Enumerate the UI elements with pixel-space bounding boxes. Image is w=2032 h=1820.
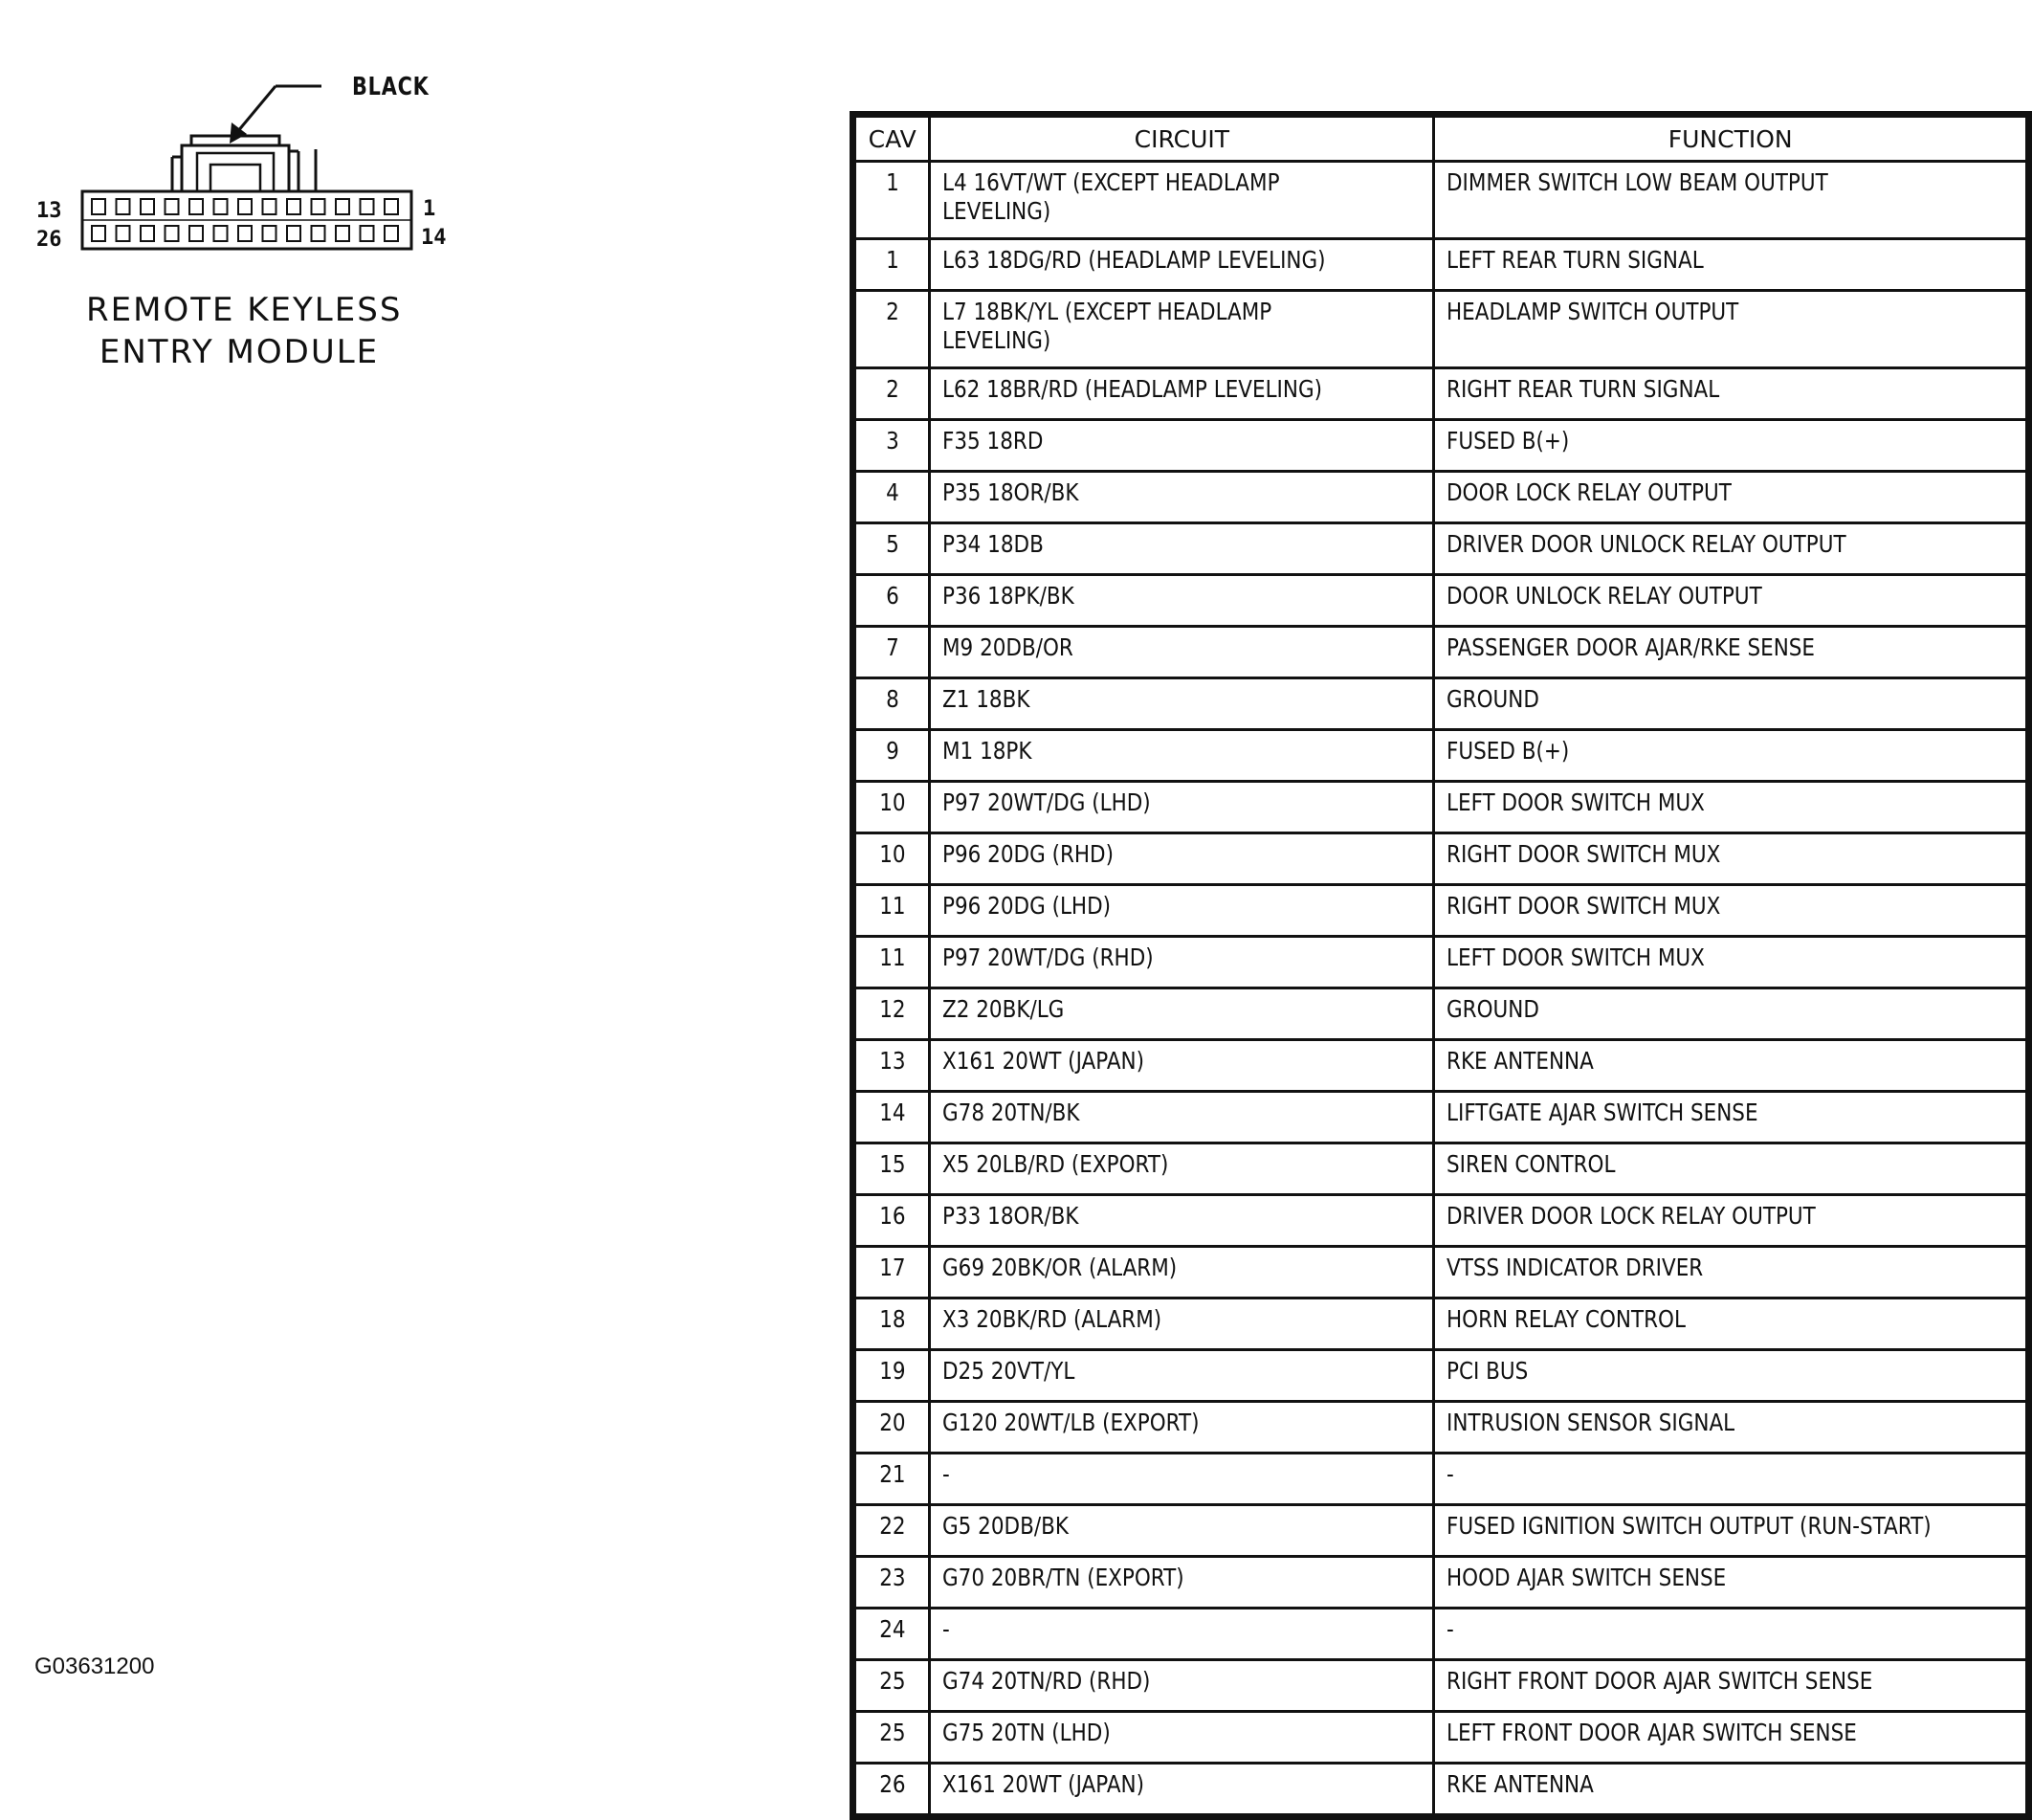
cell-function-text: RIGHT DOOR SWITCH MUX <box>1447 840 1721 868</box>
table-row <box>855 627 2027 678</box>
cell-cav <box>855 368 930 420</box>
cell-function <box>1434 1660 2027 1712</box>
cell-circuit-text: P97 20WT/DG (LHD) <box>942 788 1152 816</box>
cell-function-text: FUSED B(+) <box>1447 427 1570 455</box>
cell-circuit-text: L63 18DG/RD (HEADLAMP LEVELING) <box>942 246 1326 274</box>
cell-cav-text: 10 <box>878 840 906 868</box>
cell-circuit-text: P36 18PK/BK <box>942 582 1075 610</box>
table-row <box>855 162 2027 239</box>
cell-circuit <box>930 575 1434 627</box>
connector-pin-cavity <box>263 226 276 241</box>
cell-function-text: RIGHT DOOR SWITCH MUX <box>1447 892 1721 920</box>
connector-pin-cavity <box>287 199 300 214</box>
module-title <box>86 289 403 373</box>
cell-cav-text: 11 <box>878 892 906 920</box>
cell-circuit-text: X161 20WT (JAPAN) <box>942 1047 1145 1075</box>
cell-function-text: DOOR LOCK RELAY OUTPUT <box>1447 478 1733 506</box>
cell-cav-text: 17 <box>878 1254 906 1281</box>
cell-circuit-text: P96 20DG (RHD) <box>942 840 1115 868</box>
cell-circuit <box>930 291 1434 368</box>
cell-function-text: HEADLAMP SWITCH OUTPUT <box>1447 298 1739 325</box>
cell-function <box>1434 1143 2027 1195</box>
table-row <box>855 239 2027 291</box>
cell-function <box>1434 988 2027 1040</box>
cell-function-text: HORN RELAY CONTROL <box>1447 1305 1687 1333</box>
cell-function <box>1434 575 2027 627</box>
table-row <box>855 885 2027 937</box>
cell-circuit <box>930 1247 1434 1298</box>
connector-pin-cavity <box>385 199 398 214</box>
cell-function-text: GROUND <box>1447 995 1540 1023</box>
cell-circuit-text: L62 18BR/RD (HEADLAMP LEVELING) <box>942 375 1323 403</box>
cell-cav-text: 26 <box>878 1770 906 1798</box>
cell-cav-text: 7 <box>885 633 899 661</box>
connector-pin-cavity <box>117 226 130 241</box>
table-row <box>855 1764 2027 1815</box>
cell-function <box>1434 1557 2027 1609</box>
cell-function-text: VTSS INDICATOR DRIVER <box>1447 1254 1704 1281</box>
module-title-line2: ENTRY MODULE <box>99 333 380 371</box>
cell-circuit <box>930 988 1434 1040</box>
cell-circuit <box>930 1660 1434 1712</box>
cell-cav <box>855 575 930 627</box>
header-circuit: CIRCUIT <box>930 117 1434 162</box>
cell-function <box>1434 291 2027 368</box>
cell-cav-text: 3 <box>885 427 899 455</box>
cell-function-text: DRIVER DOOR LOCK RELAY OUTPUT <box>1447 1202 1817 1230</box>
table-row <box>855 833 2027 885</box>
cell-circuit-text: L4 16VT/WT (EXCEPT HEADLAMP LEVELING) <box>942 168 1280 225</box>
cell-function-text: INTRUSION SENSOR SIGNAL <box>1447 1409 1735 1436</box>
cell-cav <box>855 937 930 988</box>
cell-cav <box>855 523 930 575</box>
cell-function-text: LEFT DOOR SWITCH MUX <box>1447 943 1706 971</box>
cell-function <box>1434 1609 2027 1660</box>
cell-function <box>1434 730 2027 782</box>
cell-cav-text: 1 <box>885 246 899 274</box>
cell-function <box>1434 627 2027 678</box>
cell-cav <box>855 1505 930 1557</box>
connector-pin-cavity <box>189 199 203 214</box>
cell-circuit-text: Z1 18BK <box>942 685 1030 713</box>
cell-circuit <box>930 523 1434 575</box>
table-row <box>855 1454 2027 1505</box>
cell-circuit-text: G69 20BK/OR (ALARM) <box>942 1254 1178 1281</box>
cell-cav <box>855 833 930 885</box>
cell-circuit-text: - <box>942 1460 951 1488</box>
cell-function <box>1434 885 2027 937</box>
connector-pin-cavity <box>166 199 179 214</box>
cell-function-text: LEFT REAR TURN SIGNAL <box>1447 246 1705 274</box>
connector-pin-cavity <box>92 226 105 241</box>
cell-cav-text: 20 <box>878 1409 906 1436</box>
cell-cav <box>855 291 930 368</box>
cell-cav-text: 13 <box>878 1047 906 1075</box>
cell-cav <box>855 1040 930 1092</box>
cell-function-text: RKE ANTENNA <box>1447 1770 1595 1798</box>
cell-function <box>1434 239 2027 291</box>
cell-cav-text: 23 <box>878 1564 906 1591</box>
cell-circuit-text: P97 20WT/DG (RHD) <box>942 943 1155 971</box>
connector-pin-cavity <box>189 226 203 241</box>
table-row <box>855 937 2027 988</box>
cell-function <box>1434 1764 2027 1815</box>
cell-circuit-text: P33 18OR/BK <box>942 1202 1079 1230</box>
connector-pin-cavity <box>263 199 276 214</box>
table-row <box>855 1247 2027 1298</box>
cell-function-text: RKE ANTENNA <box>1447 1047 1595 1075</box>
cell-cav <box>855 730 930 782</box>
connector-pin-cavity <box>92 199 105 214</box>
cell-circuit <box>930 1143 1434 1195</box>
cell-circuit-text: G5 20DB/BK <box>942 1512 1070 1540</box>
cell-cav-text: 18 <box>878 1305 906 1333</box>
connector-pin-cavity <box>361 226 374 241</box>
table-row <box>855 1195 2027 1247</box>
cell-function-text: LEFT FRONT DOOR AJAR SWITCH SENSE <box>1447 1719 1858 1746</box>
cell-cav-text: 21 <box>878 1460 906 1488</box>
table-header-row <box>855 117 2027 162</box>
cell-cav <box>855 1764 930 1815</box>
cell-function <box>1434 1040 2027 1092</box>
cell-function <box>1434 368 2027 420</box>
cell-cav-text: 12 <box>878 995 906 1023</box>
table-row <box>855 368 2027 420</box>
table-row <box>855 782 2027 833</box>
cell-circuit <box>930 1557 1434 1609</box>
cell-circuit <box>930 1298 1434 1350</box>
pin-label-26: 26 <box>36 228 62 252</box>
cell-circuit <box>930 1712 1434 1764</box>
cell-function <box>1434 420 2027 472</box>
cell-function-text: SIREN CONTROL <box>1447 1150 1616 1178</box>
cell-function-text: FUSED B(+) <box>1447 737 1570 765</box>
cell-cav <box>855 1298 930 1350</box>
table-row <box>855 1557 2027 1609</box>
table-row <box>855 1712 2027 1764</box>
connector-pin-cavity <box>312 199 325 214</box>
cell-function-text: PASSENGER DOOR AJAR/RKE SENSE <box>1447 633 1816 661</box>
table-row <box>855 1143 2027 1195</box>
cell-function-text: - <box>1447 1615 1455 1643</box>
cell-function <box>1434 523 2027 575</box>
cell-cav-text: 25 <box>878 1667 906 1695</box>
table-row <box>855 472 2027 523</box>
module-title-line1: REMOTE KEYLESS <box>86 291 403 329</box>
cell-circuit-text: P35 18OR/BK <box>942 478 1079 506</box>
connector-pin-cavity <box>141 226 154 241</box>
table-row <box>855 1092 2027 1143</box>
cell-function-text: RIGHT REAR TURN SIGNAL <box>1447 375 1720 403</box>
cell-cav <box>855 1195 930 1247</box>
cell-circuit <box>930 239 1434 291</box>
table-row <box>855 523 2027 575</box>
table-row <box>855 678 2027 730</box>
connector-pin-cavity <box>238 226 252 241</box>
cell-circuit-text: X161 20WT (JAPAN) <box>942 1770 1145 1798</box>
cell-circuit <box>930 472 1434 523</box>
cell-circuit-text: D25 20VT/YL <box>942 1357 1075 1385</box>
cell-circuit <box>930 1040 1434 1092</box>
connector-pin-cavity <box>238 199 252 214</box>
cell-circuit <box>930 1195 1434 1247</box>
cell-circuit <box>930 1350 1434 1402</box>
cell-function-text: LIFTGATE AJAR SWITCH SENSE <box>1447 1099 1758 1126</box>
cell-cav-text: 5 <box>885 530 899 558</box>
cell-cav <box>855 1712 930 1764</box>
cell-circuit-text: - <box>942 1615 951 1643</box>
cell-circuit <box>930 678 1434 730</box>
cell-circuit-text: X3 20BK/RD (ALARM) <box>942 1305 1162 1333</box>
connector-pin-cavity <box>312 226 325 241</box>
table-row <box>855 1298 2027 1350</box>
table-row <box>855 1609 2027 1660</box>
cell-cav-text: 1 <box>885 168 899 196</box>
cell-circuit-text: X5 20LB/RD (EXPORT) <box>942 1150 1169 1178</box>
table-row <box>855 575 2027 627</box>
cell-cav <box>855 1609 930 1660</box>
cell-circuit <box>930 885 1434 937</box>
cell-function <box>1434 1195 2027 1247</box>
cell-circuit <box>930 627 1434 678</box>
cell-cav <box>855 1557 930 1609</box>
cell-cav-text: 2 <box>885 375 899 403</box>
connector-pin-cavity <box>336 226 349 241</box>
cell-circuit <box>930 162 1434 239</box>
cell-circuit-text: Z2 20BK/LG <box>942 995 1065 1023</box>
cell-cav-text: 9 <box>885 737 899 765</box>
pinout-table-frame <box>850 111 2032 1820</box>
cell-function-text: PCI BUS <box>1447 1357 1529 1385</box>
cell-cav <box>855 885 930 937</box>
cell-cav <box>855 1402 930 1454</box>
header-function: FUNCTION <box>1434 117 2027 162</box>
cell-function <box>1434 1505 2027 1557</box>
cell-circuit <box>930 1764 1434 1815</box>
cell-function <box>1434 1454 2027 1505</box>
cell-circuit <box>930 730 1434 782</box>
connector-color-label: BLACK <box>352 73 430 101</box>
figure-id: G03631200 <box>34 1654 155 1679</box>
cell-cav-text: 2 <box>885 298 899 325</box>
cell-function-text: DRIVER DOOR UNLOCK RELAY OUTPUT <box>1447 530 1846 558</box>
cell-cav <box>855 1350 930 1402</box>
cell-circuit-text: P96 20DG (LHD) <box>942 892 1112 920</box>
cell-circuit-text: L7 18BK/YL (EXCEPT HEADLAMP LEVELING) <box>942 298 1272 354</box>
cell-cav-text: 10 <box>878 788 906 816</box>
cell-function <box>1434 1712 2027 1764</box>
cell-cav-text: 11 <box>878 943 906 971</box>
cell-cav-text: 25 <box>878 1719 906 1746</box>
cell-function-text: DIMMER SWITCH LOW BEAM OUTPUT <box>1447 168 1829 196</box>
cell-cav-text: 19 <box>878 1357 906 1385</box>
cell-cav-text: 15 <box>878 1150 906 1178</box>
table-row <box>855 1660 2027 1712</box>
cell-function-text: RIGHT FRONT DOOR AJAR SWITCH SENSE <box>1447 1667 1873 1695</box>
cell-circuit <box>930 1092 1434 1143</box>
cell-cav <box>855 1247 930 1298</box>
cell-circuit <box>930 1454 1434 1505</box>
cell-circuit <box>930 782 1434 833</box>
cell-function <box>1434 678 2027 730</box>
cell-function <box>1434 162 2027 239</box>
connector-pin-cavity <box>361 199 374 214</box>
cell-cav <box>855 1660 930 1712</box>
cell-circuit-text: G75 20TN (LHD) <box>942 1719 1112 1746</box>
cell-cav <box>855 1454 930 1505</box>
cell-cav <box>855 472 930 523</box>
cell-circuit-text: G70 20BR/TN (EXPORT) <box>942 1564 1185 1591</box>
cell-function-text: - <box>1447 1460 1455 1488</box>
cell-circuit-text: M9 20DB/OR <box>942 633 1074 661</box>
cell-circuit-text: G78 20TN/BK <box>942 1099 1080 1126</box>
cell-cav-text: 8 <box>885 685 899 713</box>
cell-circuit <box>930 937 1434 988</box>
table-row <box>855 1350 2027 1402</box>
cell-circuit <box>930 368 1434 420</box>
cell-cav-text: 16 <box>878 1202 906 1230</box>
table-row <box>855 291 2027 368</box>
connector-pin-cavity <box>141 199 154 214</box>
cell-function-text: DOOR UNLOCK RELAY OUTPUT <box>1447 582 1763 610</box>
cell-circuit-text: F35 18RD <box>942 427 1044 455</box>
cell-circuit-text: P34 18DB <box>942 530 1045 558</box>
cell-function-text: HOOD AJAR SWITCH SENSE <box>1447 1564 1727 1591</box>
cell-function <box>1434 1092 2027 1143</box>
table-row <box>855 988 2027 1040</box>
cell-function <box>1434 1298 2027 1350</box>
cell-cav <box>855 988 930 1040</box>
connector-pin-cavity <box>166 226 179 241</box>
cell-function-text: LEFT DOOR SWITCH MUX <box>1447 788 1706 816</box>
connector-pin-cavity <box>336 199 349 214</box>
table-body <box>855 162 2027 1815</box>
connector-pin-cavity <box>214 226 228 241</box>
cell-function <box>1434 1350 2027 1402</box>
cell-circuit <box>930 1402 1434 1454</box>
cell-circuit-text: G120 20WT/LB (EXPORT) <box>942 1409 1200 1436</box>
cell-cav-text: 22 <box>878 1512 906 1540</box>
cell-cav <box>855 239 930 291</box>
cell-cav-text: 6 <box>885 582 899 610</box>
cell-function <box>1434 833 2027 885</box>
table-row <box>855 1402 2027 1454</box>
cell-cav <box>855 627 930 678</box>
cell-function <box>1434 472 2027 523</box>
cell-cav <box>855 1092 930 1143</box>
cell-cav-text: 24 <box>878 1615 906 1643</box>
cell-function <box>1434 937 2027 988</box>
pin-label-1: 1 <box>423 197 436 221</box>
cell-function-text: FUSED IGNITION SWITCH OUTPUT (RUN-START) <box>1447 1512 1933 1540</box>
connector-pin-cavity <box>214 199 228 214</box>
pinout-table <box>853 115 2028 1816</box>
cell-function <box>1434 782 2027 833</box>
connector-diagram <box>29 57 450 371</box>
cell-function <box>1434 1247 2027 1298</box>
table-row <box>855 1505 2027 1557</box>
cell-circuit <box>930 1609 1434 1660</box>
cell-cav-text: 14 <box>878 1099 906 1126</box>
cell-function <box>1434 1402 2027 1454</box>
table-row <box>855 730 2027 782</box>
cell-circuit-text: M1 18PK <box>942 737 1032 765</box>
cell-cav <box>855 420 930 472</box>
cell-cav-text: 4 <box>885 478 899 506</box>
connector-pin-cavity <box>117 199 130 214</box>
cell-circuit <box>930 1505 1434 1557</box>
connector-pin-cavity <box>287 226 300 241</box>
cell-cav <box>855 678 930 730</box>
table-row <box>855 1040 2027 1092</box>
cell-cav <box>855 1143 930 1195</box>
header-cav: CAV <box>855 117 930 162</box>
cell-circuit-text: G74 20TN/RD (RHD) <box>942 1667 1151 1695</box>
cell-function-text: GROUND <box>1447 685 1540 713</box>
cell-cav <box>855 162 930 239</box>
cell-cav <box>855 782 930 833</box>
connector-pin-cavity <box>385 226 398 241</box>
table-row <box>855 420 2027 472</box>
cell-circuit <box>930 833 1434 885</box>
cell-circuit <box>930 420 1434 472</box>
pin-label-13: 13 <box>36 199 62 223</box>
pin-label-14: 14 <box>421 226 447 250</box>
